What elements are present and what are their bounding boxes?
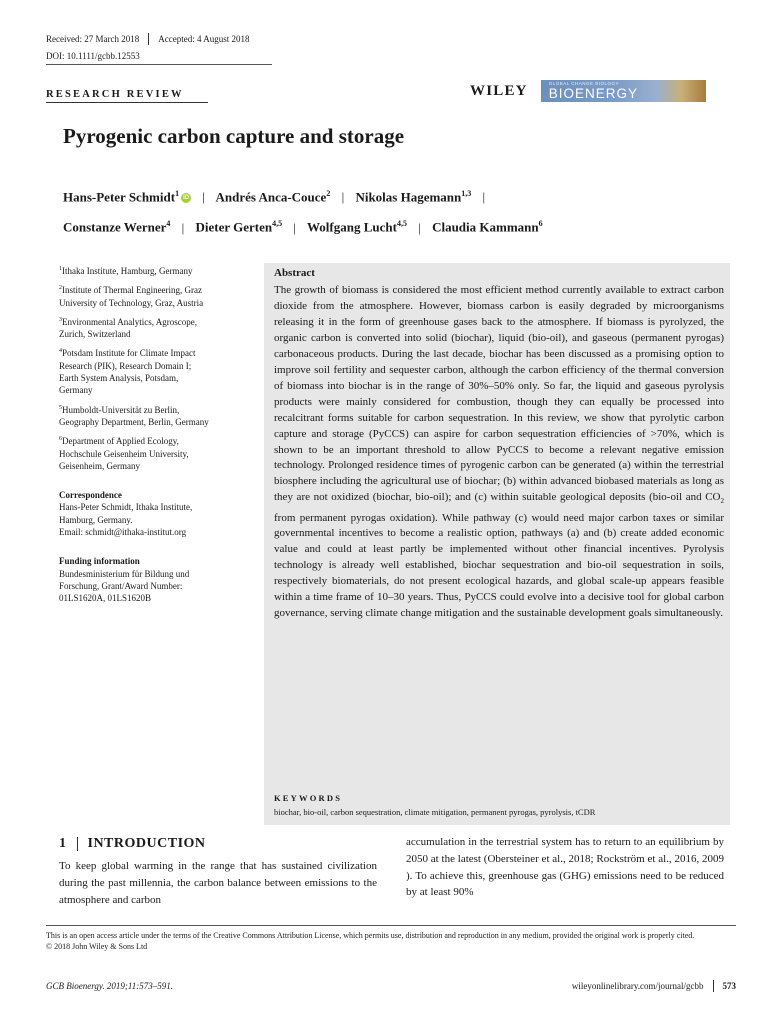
footer-right <box>572 980 736 992</box>
affiliation <box>59 433 254 472</box>
journal-citation: GCB Bioenergy. 2019;11:573–591. <box>46 981 173 991</box>
affiliation-line: Potsdam Institute for Climate Impact <box>62 348 196 359</box>
page-footer <box>46 980 736 992</box>
journal-logo-title: BIOENERGY <box>548 86 638 101</box>
wiley-wordmark: WILEY <box>470 82 528 99</box>
section-number: 1 <box>59 836 67 851</box>
author-separator: | <box>293 219 296 235</box>
affiliation-line: Department of Applied Ecology, <box>62 436 179 447</box>
affiliation-line: Geography Department, Berlin, Germany <box>59 416 209 427</box>
license-notice <box>46 930 736 952</box>
funding-line: Bundesministerium für Bildung und <box>59 568 190 579</box>
author-line <box>63 180 703 210</box>
affiliation-number: 2 <box>59 285 62 292</box>
license-text: This is an open access article under the terms of the Creative Commons Attribution License, which permits use, distribution and reproduction in any medium, provided the original work is properly cited. <box>46 931 695 940</box>
copyright-text: © 2018 John Wiley & Sons Ltd <box>46 942 148 951</box>
divider <box>148 33 149 45</box>
author-name[interactable]: Hans-Peter Schmidt <box>63 189 176 205</box>
affiliation <box>59 282 254 309</box>
body-column-left: To keep global warming in the range that has sustained civilization during the past millennia, the carbon balance between emissions to the atmosphere and carbon <box>59 860 377 906</box>
correspondence-line: Hamburg, Germany. <box>59 514 133 525</box>
received-date: Received: 27 March 2018 <box>46 34 140 44</box>
author-affiliation-ref: 4,5 <box>396 219 407 229</box>
correspondence-block <box>59 501 254 538</box>
affiliation-number: 3 <box>59 316 62 323</box>
sidebar <box>59 263 254 605</box>
affiliation-line: Zurich, Switzerland <box>59 329 131 340</box>
abstract-text-part: The growth of biomass is considered the most efficient method currently available to extract carbon dioxide from the atmosphere. However, biomass carbon is easily degraded by microorganisms releasing it in the form of greenhouse gases back to the atmosphere. If biomass is pyrolyzed, the organic carbon is converted into solid (biochar), liquid (bio-oil), and gaseous (permanent pyrogas) carbonaceous products. During the last decade, biochar has been discussed as a promising option to improve soil fertility and sequester carbon, although the carbon efficiency of the thermal conversion of biomass into biochar is in the range of 30%–50% only. So far, the liquid and gaseous pyrolysis products were mainly considered for combustion, though they can equally be processed into recalcitrant forms suitable for carbon sequestration. In this review, we show that pyrolytic carbon capture and storage (PyCCS) can aspire for carbon sequestration efficiencies of >70%, which is shown to be an important threshold to allow PyCCS to become a relevant negative emission technology. Prolonged residence times of pyrogenic carbon can be generated (a) within the terrestrial biosphere including the agricultural use of biochar; (b) within advanced biobased materials as long as they are not oxidized (biochar, bio-oil); and (c) within suitable geological deposits (bio-oil and CO <box>274 284 724 504</box>
author-name[interactable]: Dieter Gerten <box>195 219 273 235</box>
author-affiliation-ref: 4,5 <box>272 219 283 229</box>
orcid-icon[interactable]: iD <box>183 195 190 202</box>
author-affiliation-ref: 1,3 <box>461 189 472 198</box>
author-separator: | <box>418 219 421 235</box>
author-name[interactable]: Constanze Werner <box>63 219 167 235</box>
affiliation-number: 6 <box>59 436 62 443</box>
affiliation-line: Research (PIK), Research Domain I; <box>59 360 192 371</box>
section-label: RESEARCH REVIEW <box>46 89 184 100</box>
funding-block <box>59 568 254 605</box>
publisher-logo <box>470 80 706 102</box>
divider <box>77 837 78 851</box>
abstract-text <box>274 283 724 622</box>
affiliation-number: 4 <box>59 348 62 355</box>
section-underline <box>46 102 208 103</box>
author-affiliation-ref: 1 <box>175 189 180 198</box>
affiliation <box>59 402 254 429</box>
affiliation-number: 5 <box>59 404 62 411</box>
affiliation-line: Environmental Analytics, Agroscope, <box>62 316 197 327</box>
author-affiliation-ref: 4 <box>166 219 171 229</box>
journal-logo <box>541 80 706 102</box>
funding-label: Funding information <box>59 556 140 567</box>
section-title: INTRODUCTION <box>87 836 206 851</box>
keywords-list: biochar, bio-oil, carbon sequestration, climate mitigation, permanent pyrogas, pyrolysis, tCDR <box>274 807 596 817</box>
affiliation-line: Geisenheim, Germany <box>59 460 140 471</box>
affiliation-line: Earth System Analysis, Potsdam, <box>59 373 179 384</box>
author-name[interactable]: Andrés Anca-Couce <box>215 189 327 205</box>
footer-rule <box>46 925 736 926</box>
author-separator: | <box>181 219 185 235</box>
introduction-heading <box>59 836 206 852</box>
affiliation-line: Hochschule Geisenheim University, <box>59 448 189 459</box>
author-name[interactable]: Claudia Kammann <box>432 219 539 235</box>
journal-logo-subtitle: GLOBAL CHANGE BIOLOGY <box>548 81 620 86</box>
funding-line: Forschung, Grant/Award Number: <box>59 580 183 591</box>
author-separator: | <box>341 189 345 205</box>
affiliation-number: 1 <box>59 266 62 272</box>
body-column-right: accumulation in the terrestrial system has to return to an equilibrium by 2050 at the latest (Obersteiner et al., 2018; Rockström et al., 2016, 2009 ). To achieve this, greenhouse gas (GHG) emissions need to be reduced by at least 90% <box>406 836 724 899</box>
funding-line: 01LS1620A, 01LS1620B <box>59 593 152 604</box>
correspondence-email[interactable]: Email: schmidt@ithaka-institut.org <box>59 527 187 538</box>
journal-url[interactable]: wileyonlinelibrary.com/journal/gcbb <box>571 981 704 991</box>
divider <box>713 980 714 992</box>
correspondence-line: Hans-Peter Schmidt, Ithaka Institute, <box>59 502 193 513</box>
affiliation <box>59 345 254 396</box>
author-separator: | <box>202 189 205 205</box>
header-rule <box>46 64 272 65</box>
author-line <box>63 210 703 240</box>
abstract-text-part: from permanent pyrogas oxidation). While pathway (c) would need major carbon taxes or similar governmental incentives to become a realistic option, pathways (a) and (b) create added economic value and could at least partly be implemented without other financial incentives. Pyrolysis technology is already well established, biochar sequestration and bio-oil sequestration in soils, respectively biomaterials, do not present ecological hazards, and global scale-up appears feasible within a time frame of 10–30 years. Thus, PyCCS could evolve into a decisive tool for global carbon governance, serving climate change mitigation and the sustainable development goals simultaneously. <box>274 511 724 620</box>
accepted-date: Accepted: 4 August 2018 <box>158 34 250 44</box>
affiliation-line: University of Technology, Graz, Austria <box>59 297 204 308</box>
affiliation-line: Ithaka Institute, Hamburg, Germany <box>62 266 193 276</box>
affiliation <box>59 314 254 341</box>
author-affiliation-ref: 2 <box>326 189 331 198</box>
keywords-heading: KEYWORDS <box>274 793 343 803</box>
author-name[interactable]: Wolfgang Lucht <box>307 219 397 235</box>
abstract-heading: Abstract <box>274 267 315 279</box>
abstract-subscript: 2 <box>720 497 724 506</box>
author-name[interactable]: Nikolas Hagemann <box>355 189 462 205</box>
author-list <box>63 180 703 241</box>
affiliation-line: Germany <box>59 385 93 396</box>
correspondence-label: Correspondence <box>59 490 122 501</box>
article-title: Pyrogenic carbon capture and storage <box>63 124 405 148</box>
article-dates <box>46 33 249 45</box>
author-separator: | <box>482 189 486 205</box>
page-number: 573 <box>722 981 736 991</box>
doi[interactable]: DOI: 10.1111/gcbb.12553 <box>46 51 140 61</box>
affiliation-line: Institute of Thermal Engineering, Graz <box>62 285 203 296</box>
affiliation <box>59 263 254 277</box>
author-affiliation-ref: 6 <box>538 219 543 229</box>
affiliation-line: Humboldt-Universität zu Berlin, <box>62 404 180 415</box>
